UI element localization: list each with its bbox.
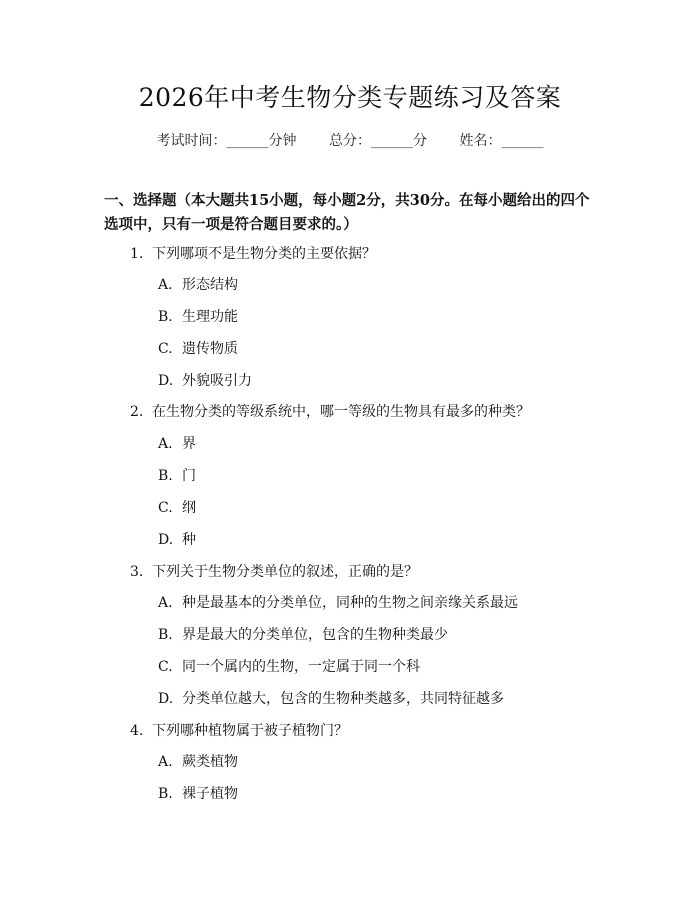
option-text: 裸子植物 [182,786,238,802]
option-text: 形态结构 [182,277,238,293]
question-2 [130,402,530,422]
page-title: 2026年中考生物分类专题练习及答案 [138,83,562,112]
exam-time: 考试时间：______分钟 [156,133,297,149]
option-letter: D. [158,373,174,389]
option-text: 界 [182,436,196,452]
option-letter: D. [158,532,174,548]
option-item [158,784,238,804]
option-item [158,371,252,391]
option-item [158,275,238,295]
option-item [158,657,420,677]
option-item [158,466,196,486]
option-letter: B. [158,309,173,325]
option-letter: C. [158,341,173,357]
question-text: 下列关于生物分类单位的叙述，正确的是？ [152,564,418,580]
option-item [158,307,238,327]
student-name: 姓名：______ [459,133,544,149]
option-text: 同一个属内的生物，一定属于同一个科 [182,659,420,675]
option-letter: D. [158,691,174,707]
option-letter: A. [158,595,173,611]
option-text: 分类单位越大，包含的生物种类越多，共同特征越多 [182,691,504,707]
option-item [158,689,504,709]
option-item [158,498,196,518]
question-text: 在生物分类的等级系统中，哪一等级的生物具有最多的种类？ [152,404,530,420]
option-letter: A. [158,436,173,452]
option-item [158,530,196,550]
option-text: 种 [182,532,196,548]
option-letter: C. [158,500,173,516]
question-text: 下列哪种植物属于被子植物门？ [152,723,348,739]
option-item [158,434,196,454]
question-number: 4. [130,723,144,739]
option-item [158,593,518,613]
option-text: 纲 [182,500,196,516]
question-3 [130,562,418,582]
exam-meta [0,131,700,151]
section-heading: 一、选择题（本大题共15小题，每小题2分，共30分。在每小题给出的四个选项中，只有一项是符合题目要求的。） [104,192,590,233]
question-number: 2. [130,404,144,420]
question-4 [130,721,348,741]
option-letter: B. [158,786,173,802]
option-text: 生理功能 [182,309,238,325]
question-text: 下列哪项不是生物分类的主要依据？ [152,246,376,262]
question-number: 3. [130,564,144,580]
option-text: 外貌吸引力 [182,373,252,389]
question-number: 1. [130,246,144,262]
option-item [158,625,448,645]
option-letter: A. [158,277,173,293]
option-letter: A. [158,754,173,770]
option-letter: B. [158,627,173,643]
option-letter: C. [158,659,173,675]
option-text: 遗传物质 [182,341,238,357]
option-text: 门 [182,468,196,484]
option-item [158,752,238,772]
option-text: 界是最大的分类单位，包含的生物种类最少 [182,627,448,643]
question-1 [130,244,376,264]
option-text: 种是最基本的分类单位，同种的生物之间亲缘关系最远 [182,595,518,611]
option-text: 蕨类植物 [182,754,238,770]
option-letter: B. [158,468,173,484]
option-item [158,339,238,359]
total-score: 总分：______分 [329,133,427,149]
